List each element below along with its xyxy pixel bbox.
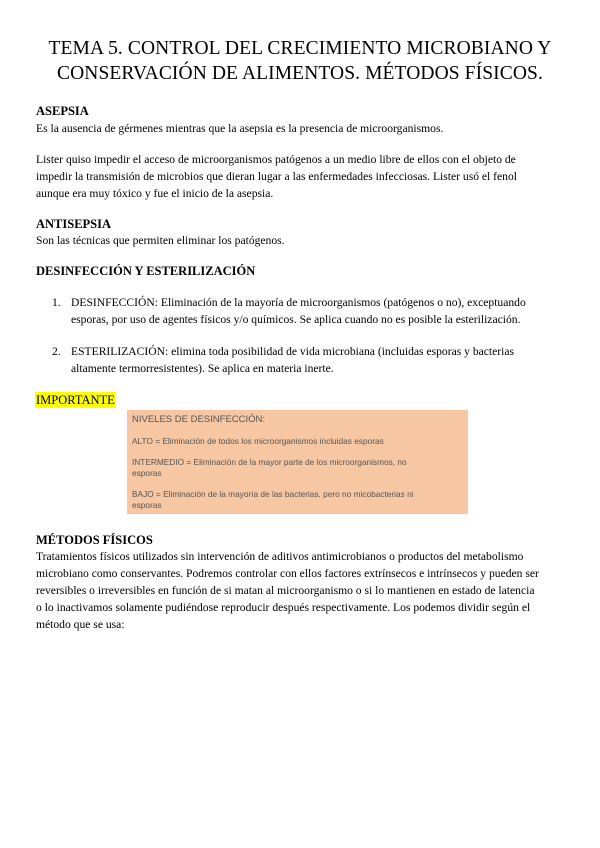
- importante-highlight: IMPORTANTE: [36, 393, 115, 407]
- box-title: NIVELES DE DESINFECCIÓN:: [132, 414, 266, 425]
- asepsia-definition: Es la ausencia de gérmenes mientras que la asepsia es la presencia de microorganismos.: [36, 122, 444, 135]
- lister-line-1: Lister quiso impedir el acceso de microorganismos patógenos a un medio libre de ellos con el objeto de: [36, 153, 516, 166]
- heading-asepsia: ASEPSIA: [36, 104, 89, 118]
- page-title: [20, 36, 580, 86]
- lister-line-2: impedir la transmisión de microbios que dieran lugar a las enfermedades infecciosas. Lister usó el fenol: [36, 170, 517, 183]
- lister-line-3: aunque era muy tóxico y fue el inicio de la asepsia.: [36, 187, 274, 200]
- box-alto: ALTO = Eliminación de todos los microorganismos incluidas esporas: [132, 436, 384, 446]
- lister-paragraph: [36, 151, 576, 202]
- niveles-desinfeccion-box: [127, 410, 468, 514]
- box-bajo: [132, 489, 462, 511]
- list-number: 1.: [52, 296, 61, 309]
- box-intermedio-line-1: INTERMEDIO = Eliminación de la mayor parte de los microorganismos, no: [132, 457, 407, 467]
- metodos-line-1: Tratamientos físicos utilizados sin intervención de aditivos antimicrobianos o productos del metabolismo: [36, 550, 524, 563]
- title-line-2: CONSERVACIÓN DE ALIMENTOS. MÉTODOS FÍSICOS.: [57, 63, 543, 84]
- list-item-line-1: DESINFECCIÓN: Eliminación de la mayoría de microorganismos (patógenos o no), exceptuando: [71, 296, 526, 309]
- list-item-line-2: esporas, por uso de agentes físicos y/o químicos. Se aplica cuando no es posible la esterilización.: [71, 313, 521, 326]
- list-item-line-1: ESTERILIZACIÓN: elimina toda posibilidad de vida microbiana (incluidas esporas y bacterias: [71, 345, 515, 358]
- heading-desinfeccion: DESINFECCIÓN Y ESTERILIZACIÓN: [36, 264, 256, 278]
- metodos-line-3: reversibles o irreversibles en función de si matan al microorganismo o si lo mantienen en estado de latencia: [36, 584, 535, 597]
- metodos-line-2: microbiano como conservantes. Podremos controlar con ellos factores extrínsecos e intrínsecos y pueden ser: [36, 567, 539, 580]
- metodos-line-4: o lo inactivamos solamente pudiéndose reproducir después respectivamente. Los podemos dividir según el: [36, 601, 531, 614]
- box-bajo-line-1: BAJO = Eliminación de la mayoría de las bacterias, pero no micobacterias ni: [132, 489, 414, 499]
- box-bajo-line-2: esporas: [132, 500, 162, 510]
- list-item-line-2: altamente termorresistentes). Se aplica en materia inerte.: [71, 362, 334, 375]
- box-intermedio-line-2: esporas: [132, 468, 162, 478]
- heading-metodos-fisicos: MÉTODOS FÍSICOS: [36, 533, 153, 547]
- antisepsia-definition: Son las técnicas que permiten eliminar los patógenos.: [36, 234, 285, 247]
- metodos-line-5: método que se usa:: [36, 618, 125, 631]
- list-number: 2.: [52, 345, 61, 358]
- title-line-1: TEMA 5. CONTROL DEL CRECIMIENTO MICROBIANO Y: [48, 38, 552, 59]
- box-intermedio: [132, 457, 462, 479]
- metodos-paragraph: [36, 548, 576, 633]
- heading-antisepsia: ANTISEPSIA: [36, 217, 112, 231]
